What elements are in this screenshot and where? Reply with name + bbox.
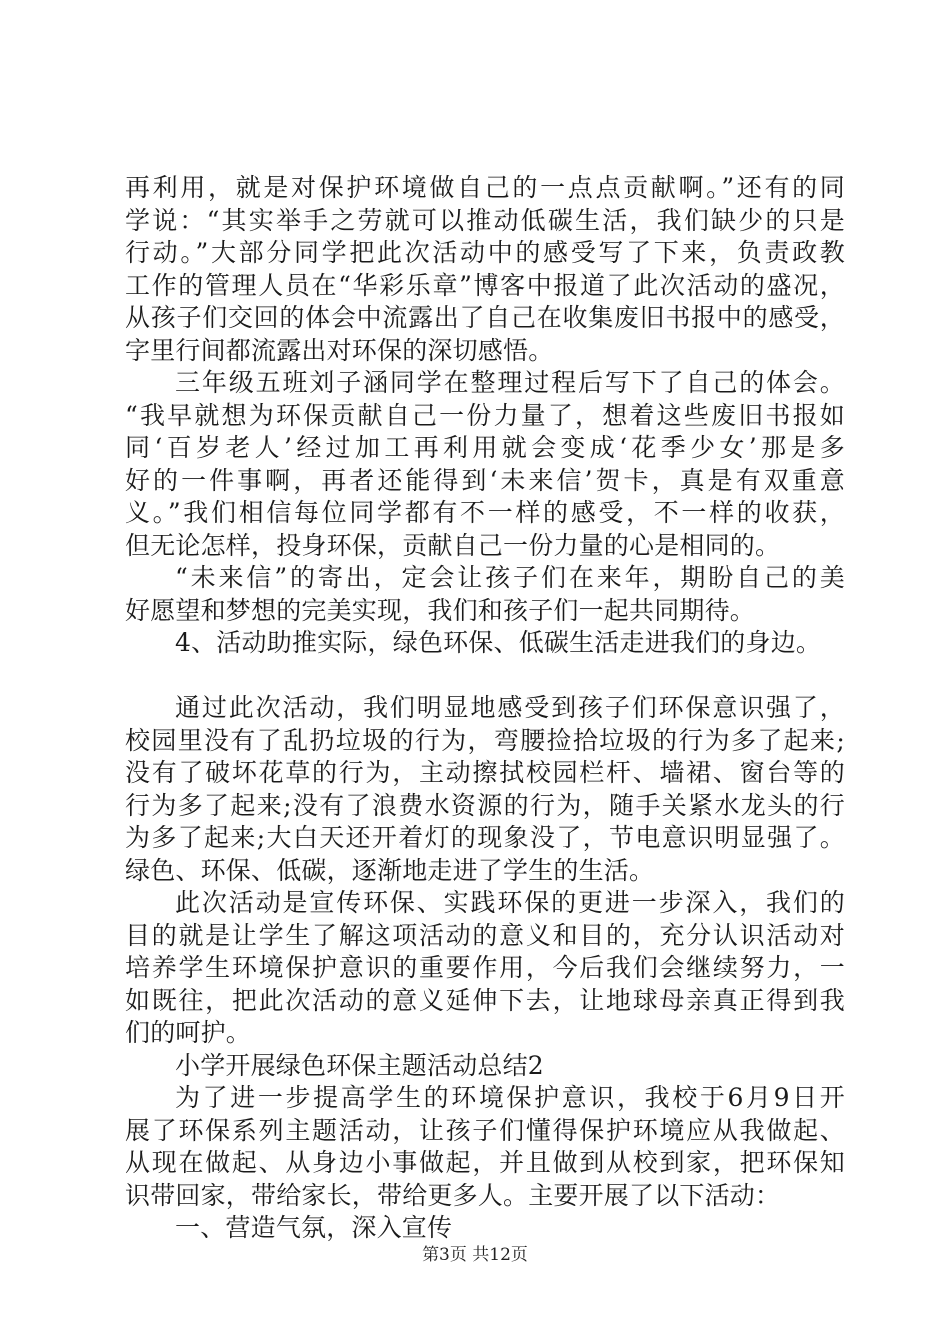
text-line: 三年级五班刘子涵同学在整理过程后写下了自己的体会。 [175, 368, 845, 397]
text-line: 义。”我们相信每位同学都有不一样的感受，不一样的收获， [125, 498, 845, 527]
text-line: 行为多了起来;没有了浪费水资源的行为，随手关紧水龙头的行 [125, 790, 845, 820]
text-line: “未来信”的寄出，定会让孩子们在来年，期盼自己的美 [175, 563, 845, 592]
text-line: “我早就想为环保贡献自己一份力量了，想着这些废旧书报如 [125, 400, 845, 430]
text-line: 再利用，就是对保护环境做自己的一点点贡献啊。”还有的同 [125, 173, 845, 202]
text-line: 学说：“其实举手之劳就可以推动低碳生活，我们缺少的只是 [125, 205, 845, 235]
section-heading: 4、活动助推实际，绿色环保、低碳生活走进我们的身边。 [175, 628, 822, 657]
text-line: 好愿望和梦想的完美实现，我们和孩子们一起共同期待。 [125, 595, 756, 625]
text-line: 为多了起来;大白天还开着灯的现象没了，节电意识明显强了。 [125, 823, 845, 852]
page-footer: 第3页 共12页 [422, 1245, 528, 1265]
text-line: 此次活动是宣传环保、实践环保的更进一步深入，我们的 [175, 888, 845, 917]
text-line: 如既往，把此次活动的意义延伸下去，让地球母亲真正得到我 [125, 985, 845, 1015]
text-line: 行动。”大部分同学把此次活动中的感受写了下来，负责政教 [125, 238, 845, 267]
paragraph-gap [125, 660, 845, 693]
text-line: 展了环保系列主题活动，让孩子们懂得保护环境应从我做起、 [125, 1115, 845, 1145]
text-line: 从现在做起、从身边小事做起，并且做到从校到家，把环保知 [125, 1148, 845, 1177]
text-line: 通过此次活动，我们明显地感受到孩子们环保意识强了， [175, 693, 845, 722]
text-line: 工作的管理人员在“华彩乐章”博客中报道了此次活动的盛况， [125, 270, 845, 300]
text-line: 好的一件事啊，再者还能得到‘未来信’贺卡，真是有双重意 [125, 465, 845, 495]
text-line: 培养学生环境保护意识的重要作用，今后我们会继续努力，一 [125, 953, 845, 982]
text-line: 目的就是让学生了解这项活动的意义和目的，充分认识活动对 [125, 920, 845, 950]
text-line: 校园里没有了乱扔垃圾的行为，弯腰捡拾垃圾的行为多了起来; [125, 725, 845, 755]
section-heading: 一、营造气氛，深入宣传 [175, 1213, 453, 1242]
section-title: 小学开展绿色环保主题活动总结2 [175, 1050, 544, 1080]
text-line: 为了进一步提高学生的环境保护意识，我校于6月9日开 [175, 1083, 845, 1112]
text-line: 绿色、环保、低碳，逐渐地走进了学生的生活。 [125, 855, 655, 885]
body-text [125, 172, 845, 1245]
text-line: 识带回家，带给家长，带给更多人。主要开展了以下活动： [125, 1180, 781, 1210]
text-line: 同‘百岁老人’经过加工再利用就会变成‘花季少女’那是多 [125, 433, 845, 462]
text-line: 但无论怎样，投身环保，贡献自己一份力量的心是相同的。 [125, 530, 781, 560]
text-line: 没有了破坏花草的行为，主动擦拭校园栏杆、墙裙、窗台等的 [125, 758, 845, 787]
text-line: 们的呵护。 [125, 1018, 252, 1047]
text-line: 字里行间都流露出对环保的深切感悟。 [125, 335, 554, 365]
text-line: 从孩子们交回的体会中流露出了自己在收集废旧书报中的感受， [125, 303, 845, 332]
